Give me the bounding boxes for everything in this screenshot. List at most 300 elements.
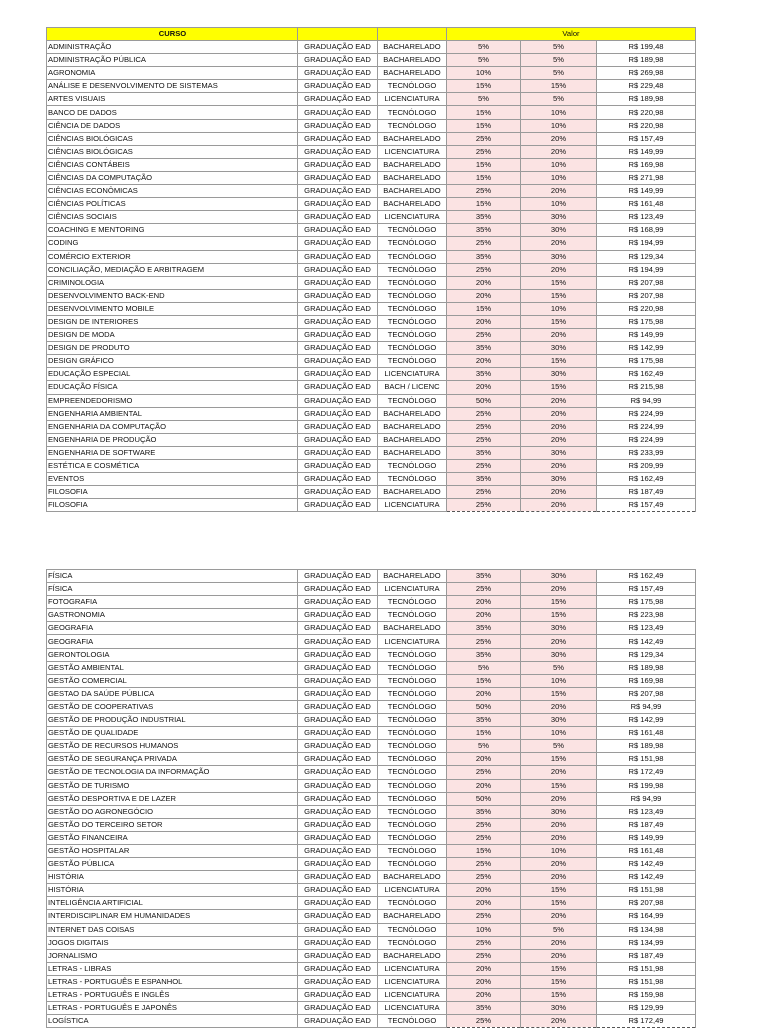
- discount-1-cell: 35%: [447, 1002, 521, 1015]
- discount-1-cell: 25%: [447, 460, 521, 473]
- table-row: [47, 185, 696, 198]
- course-name-cell: CIÊNCIAS ECONÔMICAS: [47, 185, 298, 198]
- price-cell: R$ 151,98: [597, 962, 696, 975]
- discount-1-cell: 20%: [447, 355, 521, 368]
- discount-2-cell: 15%: [521, 779, 597, 792]
- modality-cell: GRADUAÇÃO EAD: [298, 211, 378, 224]
- modality-cell: GRADUAÇÃO EAD: [298, 67, 378, 80]
- table-row: [47, 805, 696, 818]
- price-cell: R$ 134,99: [597, 936, 696, 949]
- modality-cell: GRADUAÇÃO EAD: [298, 198, 378, 211]
- course-name-cell: ENGENHARIA AMBIENTAL: [47, 407, 298, 420]
- discount-2-cell: 20%: [521, 394, 597, 407]
- price-cell: R$ 129,34: [597, 250, 696, 263]
- table-row: [47, 158, 696, 171]
- discount-1-cell: 25%: [447, 635, 521, 648]
- price-cell: R$ 162,49: [597, 570, 696, 583]
- price-cell: R$ 220,98: [597, 119, 696, 132]
- degree-type-cell: TECNÓLOGO: [378, 106, 447, 119]
- price-cell: R$ 94,99: [597, 700, 696, 713]
- price-table-1: [46, 27, 696, 512]
- header-blank-2: [378, 28, 447, 41]
- discount-1-cell: 25%: [447, 407, 521, 420]
- discount-2-cell: 10%: [521, 106, 597, 119]
- degree-type-cell: TECNÓLOGO: [378, 818, 447, 831]
- modality-cell: GRADUAÇÃO EAD: [298, 596, 378, 609]
- discount-2-cell: 30%: [521, 211, 597, 224]
- modality-cell: GRADUAÇÃO EAD: [298, 949, 378, 962]
- discount-1-cell: 15%: [447, 119, 521, 132]
- table-row: [47, 80, 696, 93]
- course-name-cell: FILOSOFIA: [47, 486, 298, 499]
- degree-type-cell: TECNÓLOGO: [378, 766, 447, 779]
- degree-type-cell: TECNÓLOGO: [378, 315, 447, 328]
- discount-1-cell: 5%: [447, 41, 521, 54]
- modality-cell: GRADUAÇÃO EAD: [298, 158, 378, 171]
- table-row: [47, 949, 696, 962]
- course-name-cell: JORNALISMO: [47, 949, 298, 962]
- course-name-cell: CRIMINOLOGIA: [47, 276, 298, 289]
- modality-cell: GRADUAÇÃO EAD: [298, 740, 378, 753]
- table-row: [47, 41, 696, 54]
- price-cell: R$ 224,99: [597, 433, 696, 446]
- modality-cell: GRADUAÇÃO EAD: [298, 609, 378, 622]
- table-row: [47, 962, 696, 975]
- modality-cell: GRADUAÇÃO EAD: [298, 714, 378, 727]
- table-row: [47, 315, 696, 328]
- discount-1-cell: 35%: [447, 805, 521, 818]
- table-row: [47, 635, 696, 648]
- modality-cell: GRADUAÇÃO EAD: [298, 897, 378, 910]
- modality-cell: GRADUAÇÃO EAD: [298, 106, 378, 119]
- modality-cell: GRADUAÇÃO EAD: [298, 250, 378, 263]
- degree-type-cell: LICENCIATURA: [378, 1002, 447, 1015]
- discount-2-cell: 30%: [521, 805, 597, 818]
- degree-type-cell: TECNÓLOGO: [378, 1015, 447, 1028]
- course-name-cell: ARTES VISUAIS: [47, 93, 298, 106]
- modality-cell: GRADUAÇÃO EAD: [298, 171, 378, 184]
- discount-2-cell: 30%: [521, 446, 597, 459]
- discount-2-cell: 30%: [521, 342, 597, 355]
- discount-2-cell: 20%: [521, 237, 597, 250]
- degree-type-cell: TECNÓLOGO: [378, 224, 447, 237]
- discount-2-cell: 20%: [521, 831, 597, 844]
- table-row: [47, 145, 696, 158]
- course-name-cell: EVENTOS: [47, 473, 298, 486]
- price-cell: R$ 161,48: [597, 198, 696, 211]
- course-name-cell: LETRAS - PORTUGUÊS E INGLÊS: [47, 989, 298, 1002]
- degree-type-cell: LICENCIATURA: [378, 975, 447, 988]
- discount-2-cell: 20%: [521, 433, 597, 446]
- modality-cell: GRADUAÇÃO EAD: [298, 570, 378, 583]
- discount-1-cell: 15%: [447, 80, 521, 93]
- course-name-cell: ENGENHARIA DE PRODUÇÃO: [47, 433, 298, 446]
- discount-1-cell: 15%: [447, 106, 521, 119]
- discount-2-cell: 30%: [521, 250, 597, 263]
- degree-type-cell: TECNÓLOGO: [378, 609, 447, 622]
- discount-2-cell: 20%: [521, 910, 597, 923]
- modality-cell: GRADUAÇÃO EAD: [298, 766, 378, 779]
- discount-1-cell: 35%: [447, 473, 521, 486]
- discount-2-cell: 20%: [521, 700, 597, 713]
- degree-type-cell: LICENCIATURA: [378, 884, 447, 897]
- degree-type-cell: TECNÓLOGO: [378, 858, 447, 871]
- discount-2-cell: 10%: [521, 171, 597, 184]
- discount-1-cell: 10%: [447, 67, 521, 80]
- degree-type-cell: TECNÓLOGO: [378, 394, 447, 407]
- discount-2-cell: 20%: [521, 583, 597, 596]
- course-name-cell: DESIGN DE MODA: [47, 329, 298, 342]
- discount-1-cell: 15%: [447, 302, 521, 315]
- modality-cell: GRADUAÇÃO EAD: [298, 622, 378, 635]
- course-name-cell: AGRONOMIA: [47, 67, 298, 80]
- discount-2-cell: 20%: [521, 263, 597, 276]
- discount-1-cell: 25%: [447, 145, 521, 158]
- degree-type-cell: BACHARELADO: [378, 871, 447, 884]
- table-row: [47, 460, 696, 473]
- course-name-cell: ENGENHARIA DA COMPUTAÇÃO: [47, 420, 298, 433]
- table-row: [47, 622, 696, 635]
- table-row: [47, 499, 696, 512]
- table-row: [47, 844, 696, 857]
- modality-cell: GRADUAÇÃO EAD: [298, 237, 378, 250]
- modality-cell: GRADUAÇÃO EAD: [298, 635, 378, 648]
- degree-type-cell: LICENCIATURA: [378, 583, 447, 596]
- price-cell: R$ 233,99: [597, 446, 696, 459]
- table-row: [47, 394, 696, 407]
- course-name-cell: GEOGRAFIA: [47, 635, 298, 648]
- discount-1-cell: 20%: [447, 596, 521, 609]
- price-cell: R$ 207,98: [597, 897, 696, 910]
- modality-cell: GRADUAÇÃO EAD: [298, 446, 378, 459]
- table-row: [47, 473, 696, 486]
- price-cell: R$ 157,49: [597, 583, 696, 596]
- degree-type-cell: TECNÓLOGO: [378, 355, 447, 368]
- degree-type-cell: LICENCIATURA: [378, 145, 447, 158]
- course-name-cell: CIÊNCIAS POLÍTICAS: [47, 198, 298, 211]
- discount-2-cell: 10%: [521, 674, 597, 687]
- degree-type-cell: TECNÓLOGO: [378, 727, 447, 740]
- price-cell: R$ 224,99: [597, 407, 696, 420]
- price-cell: R$ 199,48: [597, 41, 696, 54]
- degree-type-cell: TECNÓLOGO: [378, 831, 447, 844]
- modality-cell: GRADUAÇÃO EAD: [298, 302, 378, 315]
- discount-1-cell: 15%: [447, 171, 521, 184]
- modality-cell: GRADUAÇÃO EAD: [298, 674, 378, 687]
- course-name-cell: INTERDISCIPLINAR EM HUMANIDADES: [47, 910, 298, 923]
- modality-cell: GRADUAÇÃO EAD: [298, 884, 378, 897]
- discount-2-cell: 30%: [521, 648, 597, 661]
- course-name-cell: ADMINISTRAÇÃO: [47, 41, 298, 54]
- modality-cell: GRADUAÇÃO EAD: [298, 923, 378, 936]
- price-cell: R$ 224,99: [597, 420, 696, 433]
- discount-1-cell: 20%: [447, 779, 521, 792]
- discount-2-cell: 20%: [521, 486, 597, 499]
- price-cell: R$ 187,49: [597, 949, 696, 962]
- degree-type-cell: TECNÓLOGO: [378, 648, 447, 661]
- modality-cell: GRADUAÇÃO EAD: [298, 394, 378, 407]
- degree-type-cell: TECNÓLOGO: [378, 302, 447, 315]
- discount-1-cell: 25%: [447, 936, 521, 949]
- discount-1-cell: 25%: [447, 329, 521, 342]
- degree-type-cell: LICENCIATURA: [378, 368, 447, 381]
- discount-1-cell: 20%: [447, 753, 521, 766]
- discount-2-cell: 20%: [521, 635, 597, 648]
- discount-2-cell: 20%: [521, 407, 597, 420]
- modality-cell: GRADUAÇÃO EAD: [298, 844, 378, 857]
- modality-cell: GRADUAÇÃO EAD: [298, 871, 378, 884]
- table-row: [47, 355, 696, 368]
- modality-cell: GRADUAÇÃO EAD: [298, 910, 378, 923]
- course-name-cell: DESIGN DE INTERIORES: [47, 315, 298, 328]
- modality-cell: GRADUAÇÃO EAD: [298, 119, 378, 132]
- table-row: [47, 583, 696, 596]
- modality-cell: GRADUAÇÃO EAD: [298, 753, 378, 766]
- price-cell: R$ 220,98: [597, 302, 696, 315]
- degree-type-cell: TECNÓLOGO: [378, 714, 447, 727]
- course-name-cell: EMPREENDEDORISMO: [47, 394, 298, 407]
- discount-2-cell: 15%: [521, 596, 597, 609]
- discount-1-cell: 15%: [447, 158, 521, 171]
- degree-type-cell: TECNÓLOGO: [378, 473, 447, 486]
- price-cell: R$ 151,98: [597, 753, 696, 766]
- discount-2-cell: 5%: [521, 54, 597, 67]
- modality-cell: GRADUAÇÃO EAD: [298, 687, 378, 700]
- price-cell: R$ 149,99: [597, 831, 696, 844]
- discount-2-cell: 15%: [521, 687, 597, 700]
- course-name-cell: LETRAS - PORTUGUÊS E ESPANHOL: [47, 975, 298, 988]
- discount-2-cell: 15%: [521, 355, 597, 368]
- discount-1-cell: 35%: [447, 224, 521, 237]
- degree-type-cell: TECNÓLOGO: [378, 805, 447, 818]
- discount-1-cell: 35%: [447, 622, 521, 635]
- degree-type-cell: LICENCIATURA: [378, 962, 447, 975]
- discount-2-cell: 10%: [521, 198, 597, 211]
- table-row: [47, 923, 696, 936]
- course-name-cell: GESTÃO DE QUALIDADE: [47, 727, 298, 740]
- degree-type-cell: LICENCIATURA: [378, 989, 447, 1002]
- discount-1-cell: 25%: [447, 263, 521, 276]
- price-cell: R$ 187,49: [597, 486, 696, 499]
- modality-cell: GRADUAÇÃO EAD: [298, 818, 378, 831]
- table-row: [47, 936, 696, 949]
- price-cell: R$ 175,98: [597, 355, 696, 368]
- price-cell: R$ 220,98: [597, 106, 696, 119]
- modality-cell: GRADUAÇÃO EAD: [298, 831, 378, 844]
- degree-type-cell: BACHARELADO: [378, 486, 447, 499]
- table-row: [47, 433, 696, 446]
- table-header-row: [47, 28, 696, 41]
- price-cell: R$ 94,99: [597, 792, 696, 805]
- modality-cell: GRADUAÇÃO EAD: [298, 1002, 378, 1015]
- price-cell: R$ 194,99: [597, 263, 696, 276]
- discount-1-cell: 5%: [447, 93, 521, 106]
- modality-cell: GRADUAÇÃO EAD: [298, 486, 378, 499]
- course-name-cell: CIÊNCIAS CONTÁBEIS: [47, 158, 298, 171]
- price-cell: R$ 142,99: [597, 342, 696, 355]
- discount-2-cell: 30%: [521, 714, 597, 727]
- course-name-cell: LETRAS - PORTUGUÊS E JAPONÊS: [47, 1002, 298, 1015]
- discount-1-cell: 50%: [447, 700, 521, 713]
- discount-2-cell: 15%: [521, 897, 597, 910]
- course-name-cell: HISTÓRIA: [47, 871, 298, 884]
- table-row: [47, 779, 696, 792]
- discount-1-cell: 20%: [447, 609, 521, 622]
- price-cell: R$ 149,99: [597, 185, 696, 198]
- table-row: [47, 93, 696, 106]
- price-cell: R$ 175,98: [597, 315, 696, 328]
- discount-2-cell: 30%: [521, 570, 597, 583]
- discount-2-cell: 15%: [521, 989, 597, 1002]
- discount-2-cell: 20%: [521, 792, 597, 805]
- discount-1-cell: 5%: [447, 661, 521, 674]
- discount-1-cell: 25%: [447, 583, 521, 596]
- table-row: [47, 381, 696, 394]
- modality-cell: GRADUAÇÃO EAD: [298, 805, 378, 818]
- discount-2-cell: 20%: [521, 499, 597, 512]
- degree-type-cell: BACHARELADO: [378, 407, 447, 420]
- table-row: [47, 766, 696, 779]
- table-row: [47, 198, 696, 211]
- table-row: [47, 368, 696, 381]
- table-row: [47, 486, 696, 499]
- price-cell: R$ 168,99: [597, 224, 696, 237]
- price-cell: R$ 271,98: [597, 171, 696, 184]
- course-name-cell: FÍSICA: [47, 583, 298, 596]
- modality-cell: GRADUAÇÃO EAD: [298, 263, 378, 276]
- modality-cell: GRADUAÇÃO EAD: [298, 779, 378, 792]
- discount-1-cell: 35%: [447, 368, 521, 381]
- degree-type-cell: BACHARELADO: [378, 41, 447, 54]
- table-row: [47, 871, 696, 884]
- discount-2-cell: 20%: [521, 185, 597, 198]
- course-name-cell: GESTÃO DO TERCEIRO SETOR: [47, 818, 298, 831]
- price-cell: R$ 169,98: [597, 158, 696, 171]
- modality-cell: GRADUAÇÃO EAD: [298, 1015, 378, 1028]
- table-row: [47, 106, 696, 119]
- price-cell: R$ 172,49: [597, 766, 696, 779]
- table-row: [47, 570, 696, 583]
- table-row: [47, 989, 696, 1002]
- price-cell: R$ 134,98: [597, 923, 696, 936]
- price-cell: R$ 175,98: [597, 596, 696, 609]
- discount-1-cell: 50%: [447, 394, 521, 407]
- course-name-cell: LOGÍSTICA: [47, 1015, 298, 1028]
- price-cell: R$ 189,98: [597, 740, 696, 753]
- degree-type-cell: TECNÓLOGO: [378, 923, 447, 936]
- discount-2-cell: 15%: [521, 289, 597, 302]
- discount-1-cell: 15%: [447, 674, 521, 687]
- price-cell: R$ 157,49: [597, 132, 696, 145]
- price-cell: R$ 123,49: [597, 211, 696, 224]
- discount-1-cell: 20%: [447, 989, 521, 1002]
- price-cell: R$ 189,98: [597, 93, 696, 106]
- discount-1-cell: 25%: [447, 766, 521, 779]
- discount-1-cell: 15%: [447, 844, 521, 857]
- discount-1-cell: 5%: [447, 740, 521, 753]
- degree-type-cell: BACHARELADO: [378, 67, 447, 80]
- degree-type-cell: TECNÓLOGO: [378, 779, 447, 792]
- degree-type-cell: TECNÓLOGO: [378, 119, 447, 132]
- course-name-cell: DESIGN DE PRODUTO: [47, 342, 298, 355]
- degree-type-cell: BACHARELADO: [378, 132, 447, 145]
- table-row: [47, 740, 696, 753]
- discount-2-cell: 15%: [521, 315, 597, 328]
- table-row: [47, 831, 696, 844]
- modality-cell: GRADUAÇÃO EAD: [298, 962, 378, 975]
- course-name-cell: FILOSOFIA: [47, 499, 298, 512]
- discount-1-cell: 20%: [447, 315, 521, 328]
- discount-1-cell: 25%: [447, 831, 521, 844]
- course-name-cell: GESTÃO DE SEGURANÇA PRIVADA: [47, 753, 298, 766]
- course-name-cell: GASTRONOMIA: [47, 609, 298, 622]
- price-cell: R$ 151,98: [597, 975, 696, 988]
- table-row: [47, 753, 696, 766]
- degree-type-cell: TECNÓLOGO: [378, 897, 447, 910]
- discount-1-cell: 25%: [447, 433, 521, 446]
- price-cell: R$ 189,98: [597, 54, 696, 67]
- degree-type-cell: TECNÓLOGO: [378, 674, 447, 687]
- course-name-cell: FOTOGRAFIA: [47, 596, 298, 609]
- modality-cell: GRADUAÇÃO EAD: [298, 145, 378, 158]
- degree-type-cell: TECNÓLOGO: [378, 460, 447, 473]
- table-row: [47, 250, 696, 263]
- degree-type-cell: BACHARELADO: [378, 446, 447, 459]
- modality-cell: GRADUAÇÃO EAD: [298, 420, 378, 433]
- degree-type-cell: TECNÓLOGO: [378, 237, 447, 250]
- discount-1-cell: 5%: [447, 54, 521, 67]
- degree-type-cell: BACH / LICENC: [378, 381, 447, 394]
- degree-type-cell: TECNÓLOGO: [378, 596, 447, 609]
- modality-cell: GRADUAÇÃO EAD: [298, 329, 378, 342]
- course-name-cell: CIÊNCIAS DA COMPUTAÇÃO: [47, 171, 298, 184]
- course-name-cell: COMÉRCIO EXTERIOR: [47, 250, 298, 263]
- course-name-cell: DESIGN GRÁFICO: [47, 355, 298, 368]
- discount-1-cell: 25%: [447, 910, 521, 923]
- modality-cell: GRADUAÇÃO EAD: [298, 700, 378, 713]
- discount-1-cell: 25%: [447, 185, 521, 198]
- discount-1-cell: 35%: [447, 714, 521, 727]
- table-row: [47, 54, 696, 67]
- discount-2-cell: 20%: [521, 1015, 597, 1028]
- discount-1-cell: 20%: [447, 289, 521, 302]
- course-name-cell: INTERNET DAS COISAS: [47, 923, 298, 936]
- discount-2-cell: 15%: [521, 609, 597, 622]
- price-cell: R$ 209,99: [597, 460, 696, 473]
- degree-type-cell: BACHARELADO: [378, 158, 447, 171]
- course-name-cell: ENGENHARIA DE SOFTWARE: [47, 446, 298, 459]
- table-row: [47, 407, 696, 420]
- modality-cell: GRADUAÇÃO EAD: [298, 975, 378, 988]
- modality-cell: GRADUAÇÃO EAD: [298, 433, 378, 446]
- table-row: [47, 897, 696, 910]
- price-cell: R$ 187,49: [597, 818, 696, 831]
- discount-2-cell: 30%: [521, 368, 597, 381]
- price-cell: R$ 207,98: [597, 687, 696, 700]
- table-row: [47, 1002, 696, 1015]
- discount-1-cell: 25%: [447, 237, 521, 250]
- discount-2-cell: 30%: [521, 473, 597, 486]
- table-row: [47, 648, 696, 661]
- degree-type-cell: TECNÓLOGO: [378, 661, 447, 674]
- degree-type-cell: TECNÓLOGO: [378, 80, 447, 93]
- price-cell: R$ 123,49: [597, 622, 696, 635]
- degree-type-cell: TECNÓLOGO: [378, 753, 447, 766]
- discount-1-cell: 20%: [447, 897, 521, 910]
- price-cell: R$ 157,49: [597, 499, 696, 512]
- degree-type-cell: BACHARELADO: [378, 198, 447, 211]
- price-cell: R$ 207,98: [597, 276, 696, 289]
